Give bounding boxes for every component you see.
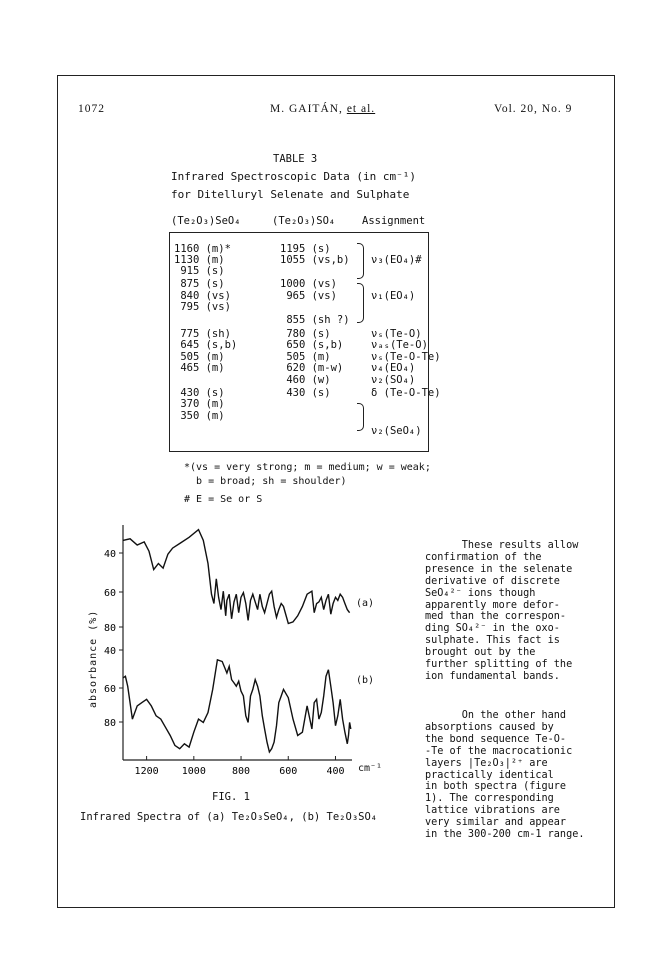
table-cell-c1: 645 (s,b)	[174, 339, 238, 351]
table-cell-c1: 430 (s)	[174, 387, 225, 399]
table-title-line-2: for Ditelluryl Selenate and Sulphate	[171, 188, 410, 201]
paragraph-1-text: These results allow confirmation of the presence in the selenate derivative of discrete SeO₄²⁻ ions though apparently more defor- med than the correspon- ding SO₄²⁻ in the oxo- sulphate. This fact is brought out by the further splitting of the ion fundamental bands.	[425, 540, 579, 682]
table-cell-c3: νₐₛ(Te-O)	[371, 339, 428, 351]
table-cell-c2: 855 (sh ?)	[280, 314, 350, 326]
table-cell-c1: 840 (vs)	[174, 290, 231, 302]
table-cell-c2: 460 (w)	[280, 374, 331, 386]
table-cell-c3: δ (Te-O-Te)	[371, 387, 441, 399]
table-cell-c2: 620 (m-w)	[280, 362, 344, 374]
table-cell-c1: 370 (m)	[174, 398, 225, 410]
y-axis-label: absorbance (%)	[88, 609, 99, 708]
x-tick-label: 600	[279, 766, 298, 777]
table-cell-c2: 430 (s)	[280, 387, 331, 399]
table-cell-c1: 875 (s)	[174, 278, 225, 290]
y-tick-label: 60	[103, 684, 116, 695]
table-cell-c1: 795 (vs)	[174, 301, 231, 313]
paragraph-2-text: On the other hand absorptions caused by the bond sequence Te-O- -Te of the macrocationic layers |Te₂O₃|²⁺ are practically identical in both spectra (figure 1). The corresponding lattice vibrations are very similar and appear in the 300-200 cm-1 range.	[425, 710, 585, 841]
table-cell-c3: νₛ(Te-O)	[371, 328, 422, 340]
table-cell-c1: 1160 (m)*	[174, 243, 231, 255]
table-cell-c2: 965 (vs)	[280, 290, 337, 302]
x-tick-label: 800	[232, 766, 251, 777]
table-title-line-1: Infrared Spectroscopic Data (in cm⁻¹)	[171, 170, 417, 183]
table-cell-c3: ν₄(EO₄)	[371, 362, 416, 374]
series-b-line	[123, 660, 351, 752]
author-name: M. GAITÁN,	[270, 103, 347, 115]
table-cell-c3: νₛ(Te-O-Te)	[371, 351, 441, 363]
x-tick-label: 400	[326, 766, 345, 777]
table-cell-c2: 505 (m)	[280, 351, 331, 363]
table-cell-c2: 650 (s,b)	[280, 339, 344, 351]
series-a-line	[123, 530, 350, 624]
col-header-selenate: (Te₂O₃)SeO₄	[171, 215, 241, 227]
table-cell-c1: 1130 (m)	[174, 254, 225, 266]
col-header-sulphate: (Te₂O₃)SO₄	[272, 215, 336, 227]
table-cell-c3: ν₃(EO₄)#	[371, 254, 422, 266]
table-cell-c1: 350 (m)	[174, 410, 225, 422]
footnote-line-2: b = broad; sh = shoulder)	[184, 476, 347, 487]
volume-info: Vol. 20, No. 9	[494, 103, 573, 115]
y-tick-label: 40	[103, 549, 116, 560]
table-cell-c1: 775 (sh)	[174, 328, 231, 340]
table-cell-c1: 915 (s)	[174, 265, 225, 277]
y-tick-label: 40	[103, 646, 116, 657]
table-number: TABLE 3	[273, 153, 318, 165]
y-tick-label: 80	[103, 718, 116, 729]
table-cell-c1: 465 (m)	[174, 362, 225, 374]
table-cell-c1: 505 (m)	[174, 351, 225, 363]
series-b-label: (b)	[356, 675, 375, 686]
table-cell-c3: ν₂(SeO₄)	[371, 425, 422, 437]
table-cell-c2: 780 (s)	[280, 328, 331, 340]
x-tick-label: 1000	[181, 766, 206, 777]
figure-caption: Infrared Spectra of (a) Te₂O₃SeO₄, (b) Te₂O₃SO₄	[80, 811, 378, 823]
col-header-assignment: Assignment	[362, 215, 426, 227]
table-cell-c3: ν₁(EO₄)	[371, 290, 416, 302]
author-etal: et al.	[346, 103, 376, 115]
body-paragraph-1	[425, 540, 585, 683]
page-number: 1072	[78, 103, 105, 115]
footnote-line-3: # E = Se or S	[184, 494, 263, 505]
series-a-label: (a)	[356, 598, 375, 609]
footnote-line-1: *(vs = very strong; m = medium; w = weak;	[184, 462, 431, 473]
x-tick-label: 1200	[134, 766, 159, 777]
y-tick-label: 60	[103, 588, 116, 599]
body-paragraph-2	[425, 710, 585, 841]
table-cell-c2: 1055 (vs,b)	[280, 254, 350, 266]
table-cell-c3: ν₂(SO₄)	[371, 374, 416, 386]
table-cell-c2: 1000 (vs)	[280, 278, 337, 290]
y-tick-label: 80	[103, 623, 116, 634]
table-cell-c2: 1195 (s)	[280, 243, 331, 255]
figure-label: FIG. 1	[212, 791, 250, 803]
x-axis-unit: cm⁻¹	[358, 763, 383, 774]
